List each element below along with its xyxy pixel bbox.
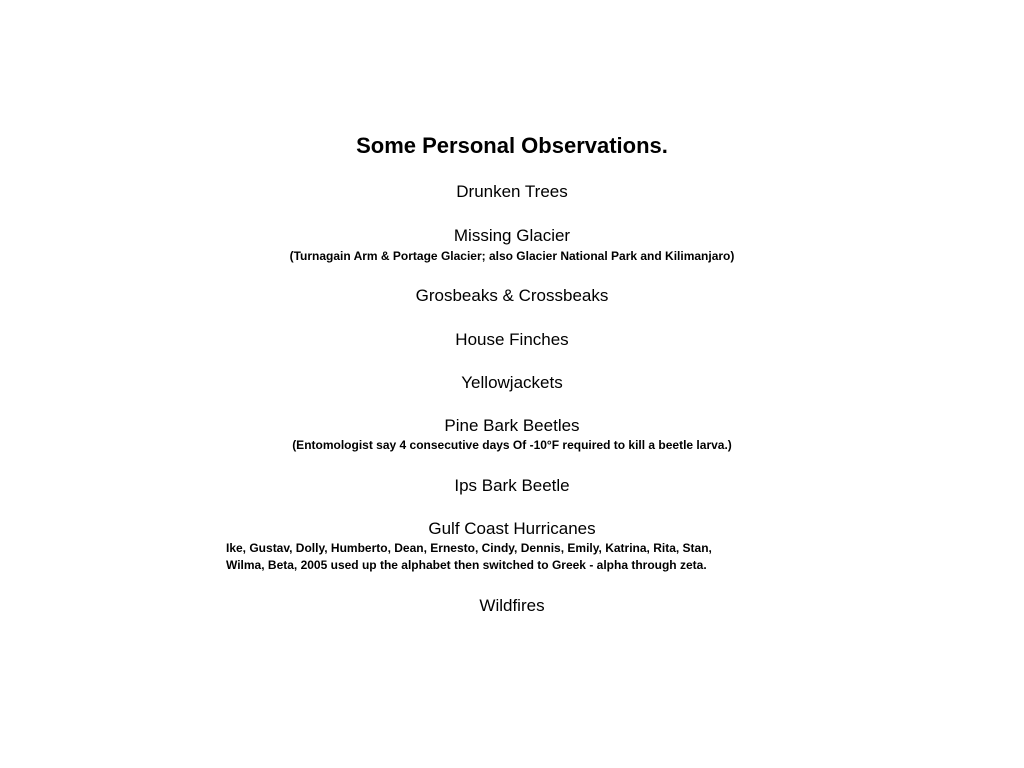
item-ips-bark-beetle: Ips Bark Beetle	[454, 476, 570, 495]
item-grosbeaks-crossbeaks: Grosbeaks & Crossbeaks	[415, 286, 609, 305]
item-yellowjackets: Yellowjackets	[461, 373, 563, 392]
item-drunken-trees: Drunken Trees	[456, 182, 568, 201]
note-hurricanes-line-1: Ike, Gustav, Dolly, Humberto, Dean, Ernesto, Cindy, Dennis, Emily, Katrina, Rita, Stan,	[226, 541, 712, 555]
item-gulf-coast-hurricanes: Gulf Coast Hurricanes	[428, 519, 596, 538]
note-hurricanes-line-2: Wilma, Beta, 2005 used up the alphabet then switched to Greek - alpha through zeta.	[226, 558, 707, 572]
item-house-finches: House Finches	[455, 330, 569, 349]
note-missing-glacier: (Turnagain Arm & Portage Glacier; also Glacier National Park and Kilimanjaro)	[289, 249, 735, 263]
item-pine-bark-beetles: Pine Bark Beetles	[444, 416, 580, 435]
item-wildfires: Wildfires	[479, 596, 545, 615]
page-title: Some Personal Observations.	[356, 133, 668, 158]
note-pine-bark-beetles: (Entomologist say 4 consecutive days Of -10°F required to kill a beetle larva.)	[292, 438, 732, 452]
item-missing-glacier: Missing Glacier	[453, 226, 571, 245]
